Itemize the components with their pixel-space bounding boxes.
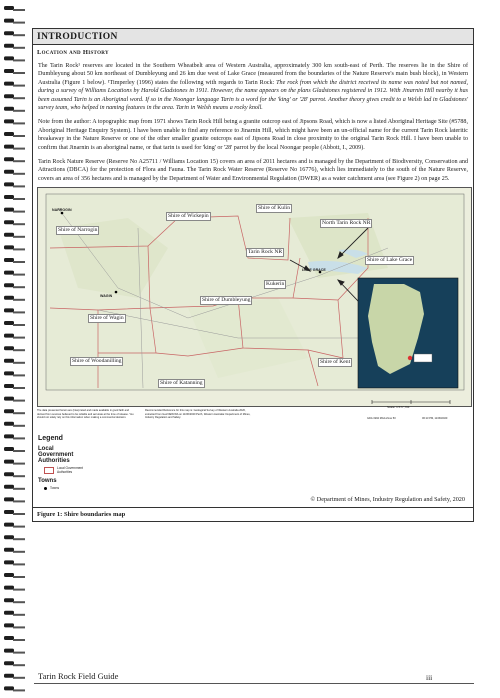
binding-wire [13, 551, 25, 553]
binding-wire [13, 311, 25, 313]
binding-coil [4, 31, 14, 35]
binding-coil [4, 334, 14, 338]
section-title: INTRODUCTION [33, 29, 473, 45]
binding-wire [13, 500, 25, 502]
binding-wire [13, 34, 25, 36]
binding-wire [13, 198, 25, 200]
binding-coil [4, 422, 14, 426]
binding-wire [13, 626, 25, 628]
binding-wire [13, 72, 25, 74]
binding-wire [13, 122, 25, 124]
legend-title: Legend [38, 435, 63, 443]
binding-wire [13, 513, 25, 515]
binding-wire [13, 601, 25, 603]
binding-wire [13, 47, 25, 49]
binding-coil [4, 560, 14, 564]
label-tarin-rock-nr: Tarin Rock NR [248, 249, 283, 256]
binding-coil [4, 447, 14, 451]
binding-wire [13, 211, 25, 213]
label-shire-katanning: Shire of Katanning [160, 380, 203, 387]
lga-swatch-icon [44, 467, 54, 474]
town-dot-icon [44, 487, 47, 490]
binding-coil [4, 661, 14, 665]
label-shire-wagin: Shire of Wagin [90, 315, 124, 322]
body-text [33, 62, 473, 183]
binding-coil [4, 82, 14, 86]
binding-coil [4, 674, 14, 678]
binding-wire [13, 185, 25, 187]
binding-coil [4, 170, 14, 174]
binding-wire [13, 248, 25, 250]
binding-coil [4, 195, 14, 199]
legend-towns-title: Towns [38, 478, 57, 485]
binding-wire [13, 85, 25, 87]
binding-coil [4, 497, 14, 501]
binding-wire [13, 526, 25, 528]
binding-wire [13, 173, 25, 175]
binding-wire [13, 400, 25, 402]
binding-coil [4, 220, 14, 224]
binding-wire [13, 463, 25, 465]
binding-coil [4, 434, 14, 438]
subsection-title: Location and History [37, 49, 109, 56]
binding-wire [13, 59, 25, 61]
binding-coil [4, 611, 14, 615]
binding-coil [4, 384, 14, 388]
binding-wire [13, 97, 25, 99]
content-frame [32, 28, 474, 522]
label-kukerin: Kukerin [266, 281, 285, 288]
binding-wire [13, 374, 25, 376]
timperley-quote: The rock from which the district received its name was noted but not named, during a survey of Williams Locations by Harold Gladstones in 1911. However, the name appears on the plans Gladstones registered in 1912. With Jinarnin Hill nearby it has been assumed Tarin is an Aboriginal word. If so in the Noongar language Tarin is a word for the 'king' or '28' parrot. Another theory gives credit to a Welsh lad in Gladstones' survey team, who helped in naming features in the area. Tarin in Welsh means a rocky knoll. [38, 79, 468, 112]
binding-wire [13, 148, 25, 150]
binding-wire [13, 160, 25, 162]
label-shire-lake-grace: Shire of Lake Grace [367, 257, 413, 264]
binding-coil [4, 208, 14, 212]
binding-coil [4, 649, 14, 653]
binding-wire [13, 349, 25, 351]
binding-wire [13, 614, 25, 616]
map-scale: Scale: 1:577,791 [387, 405, 410, 410]
label-shire-kent: Shire of Kent [320, 359, 351, 366]
binding-coil [4, 636, 14, 640]
map-notes [37, 407, 469, 429]
map-legend [33, 429, 473, 507]
label-shire-dumbleyung: Shire of Dumbleyung [202, 297, 251, 304]
binding-coil [4, 94, 14, 98]
binding-coil [4, 359, 14, 363]
binding-coil [4, 6, 14, 10]
binding-coil [4, 107, 14, 111]
binding-wire [13, 324, 25, 326]
binding-coil [4, 69, 14, 73]
figure-caption: Figure 1: Shire boundaries map [33, 507, 473, 521]
binding-coil [4, 523, 14, 527]
paragraph-location: The Tarin Rock¹ reserves are located in the Southern Wheatbelt area of Western Australia, approximately 300 km south-east of Perth. The reserves lie in the Shire of Dumbleyung about 50 km northeast of Dumbleyung and 26 km due west of Lake Grace (measured from the boundaries of the Nature Reserve's main bush block), in Western Australia (Figure 1 below). ¹Timperley (1996) states the following with regards to Tarin Rock: The rock from which the district received its name was noted but not named, during a survey of Williams Locations by Harold Gladstones in 1911. However, the name appears on the plans Gladstones registered in 1912. With Jinarnin Hill nearby it has been assumed Tarin is an Aboriginal word. If so in the Noongar language Tarin is a word for the 'king' or '28' parrot. Another theory gives credit to a Welsh lad in Gladstones' survey team, who helped in naming features in the area. Tarin in Welsh means a rocky knoll. [38, 63, 468, 112]
binding-coil [4, 346, 14, 350]
binding-coil [4, 510, 14, 514]
binding-coil [4, 283, 14, 287]
binding-wire [13, 664, 25, 666]
paragraph-author-note: Note from the author: A topographic map from 1971 shows Tarin Rock Hill being a granite outcrop east of Jipsons Road, which is now a listed Aboriginal Heritage Site (#5788, Aboriginal Heritage Enquiry System). I have been unable to find any reference to Jinarnin Hill, which might have been an un-official name for the current Tarin Rock lateritic breakaway in the Nature Reserve or one of the other smaller granite outcrops east of Jipsons Road in close proximity to the original Tarin Rock Hill. I have been unable to confirm that Jinarnin is an aboriginal name, or that tarin is used for 'king' or '28' parrot by the local Noongar people (Abbott, I., 2009). [38, 119, 468, 151]
binding-wire [13, 677, 25, 679]
binding-coil [4, 132, 14, 136]
binding-wire [13, 286, 25, 288]
page-number: iii [426, 673, 433, 682]
binding-coil [4, 686, 14, 690]
binding-coil [4, 245, 14, 249]
binding-wire [13, 450, 25, 452]
binding-wire [13, 639, 25, 641]
binding-wire [13, 9, 25, 11]
town-wagin: WAGIN [100, 294, 113, 299]
label-shire-kulin: Shire of Kulin [258, 205, 291, 212]
binding-wire [13, 563, 25, 565]
binding-wire [13, 223, 25, 225]
town-lake-grace: LAKE GRACE [302, 268, 326, 273]
spiral-binding [0, 0, 30, 698]
binding-coil [4, 182, 14, 186]
map-disclaimer: The data presented herein are (interpreted and made available in good faith and derived from sources believed to be reliable and accurate at the time of release. You should not solely rely on this information when making a commercial decision. [37, 409, 134, 419]
binding-coil [4, 460, 14, 464]
map-datum: GDA 1994 MGA Zone 50 [367, 417, 396, 421]
binding-coil [4, 258, 14, 262]
binding-wire [13, 589, 25, 591]
binding-coil [4, 623, 14, 627]
binding-wire [13, 652, 25, 654]
binding-coil [4, 56, 14, 60]
binding-wire [13, 274, 25, 276]
town-narrogin: NARROGIN [52, 208, 72, 213]
binding-coil [4, 573, 14, 577]
binding-wire [13, 22, 25, 24]
legend-lga-item: Local Government Authorities [44, 466, 468, 474]
binding-coil [4, 371, 14, 375]
binding-wire [13, 261, 25, 263]
binding-coil [4, 535, 14, 539]
binding-coil [4, 409, 14, 413]
binding-wire [13, 689, 25, 691]
binding-wire [13, 110, 25, 112]
page [32, 28, 474, 522]
binding-coil [4, 586, 14, 590]
map-reference: Recommended Reference for this map is: Geological Survey of Western Australia 2020, extracted from GeoVIEW.WA on 11/06/2020 Perth, Western Australia: Department of Mines, Industry Regulation and Safety. [145, 409, 251, 419]
binding-wire [13, 387, 25, 389]
binding-wire [13, 236, 25, 238]
paragraph-reserves: Tarin Rock Nature Reserve (Reserve No A25711 / Williams Location 15) covers an area of 2011 hectares and is managed by the Department of Biodiversity, Conservation and Attractions (DBCA) for the protection of Flora and Fauna. The Tarin Rock Water Reserve (Reserve No 16776), which lies immediately to the south of the Nature Reserve, covers an area of 356 hectares and is managed by the Department of Water and Environmental Regulation (DWER) as a water catchment area (see Figure 2) on page 25. [38, 159, 468, 182]
binding-coil [4, 321, 14, 325]
binding-coil [4, 233, 14, 237]
binding-coil [4, 296, 14, 300]
binding-coil [4, 145, 14, 149]
label-shire-narrogin: Shire of Narrogin [58, 227, 98, 234]
binding-coil [4, 19, 14, 23]
footer-rule [34, 683, 474, 684]
map-date: 06:13 PM, 11/06/2020 [422, 417, 448, 421]
binding-wire [13, 576, 25, 578]
binding-wire [13, 538, 25, 540]
binding-wire [13, 135, 25, 137]
binding-wire [13, 437, 25, 439]
legend-lga-title: Local Government Authorities [38, 446, 74, 465]
binding-wire [13, 475, 25, 477]
map-copyright: © Department of Mines, Industry Regulation and Safety, 2020 [310, 496, 465, 504]
binding-coil [4, 308, 14, 312]
binding-coil [4, 485, 14, 489]
label-shire-woodanilling: Shire of Woodanilling [72, 358, 122, 365]
binding-wire [13, 337, 25, 339]
binding-coil [4, 598, 14, 602]
binding-wire [13, 299, 25, 301]
binding-wire [13, 425, 25, 427]
binding-coil [4, 472, 14, 476]
binding-coil [4, 397, 14, 401]
label-shire-wickepin: Shire of Wickepin [168, 213, 209, 220]
label-north-tarin-rock-nr: North Tarin Rock NR [322, 220, 371, 227]
binding-coil [4, 44, 14, 48]
footer-title: Tarin Rock Field Guide [38, 671, 119, 681]
binding-wire [13, 362, 25, 364]
binding-wire [13, 412, 25, 414]
legend-towns-item: Towns [44, 486, 468, 490]
binding-wire [13, 488, 25, 490]
binding-coil [4, 548, 14, 552]
binding-coil [4, 157, 14, 161]
binding-coil [4, 271, 14, 275]
binding-coil [4, 119, 14, 123]
